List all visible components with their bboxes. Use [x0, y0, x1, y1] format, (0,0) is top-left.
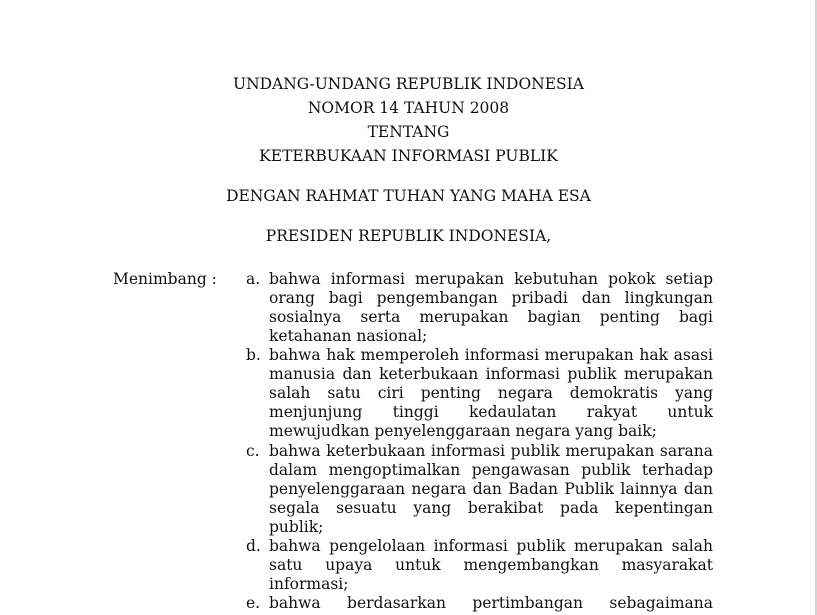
consideration-item	[246, 346, 713, 441]
item-text: bahwa keterbukaan informasi publik merupakan sarana dalam mengoptimalkan pengawasan publik terhadap penyelenggaraan negara dan Badan Publik lainnya dan segala sesuatu yang berakibat pada kepentingan publik;	[269, 442, 713, 537]
item-text: bahwa informasi merupakan kebutuhan pokok setiap orang bagi pengembangan pribadi dan lingkungan sosialnya serta merupakan bagian penting bagi ketahanan nasional;	[269, 270, 713, 346]
item-letter: b.	[246, 346, 261, 364]
law-title: UNDANG-UNDANG REPUBLIK INDONESIA	[233, 75, 584, 93]
item-letter: e.	[246, 594, 261, 612]
law-number: NOMOR 14 TAHUN 2008	[307, 99, 510, 117]
law-subject: KETERBUKAAN INFORMASI PUBLIK	[259, 147, 558, 165]
item-text: bahwa hak memperoleh informasi merupakan hak asasi manusia dan keterbukaan informasi publik merupakan salah satu ciri penting negara demokratis yang menjunjung tinggi kedaulatan rakyat untuk mewujudkan penyelenggaraan negara yang baik;	[269, 346, 713, 441]
invocation: DENGAN RAHMAT TUHAN YANG MAHA ESA	[226, 187, 591, 205]
consideration-item	[246, 442, 713, 537]
item-letter: c.	[246, 442, 260, 460]
item-text: bahwa pengelolaan informasi publik merupakan salah satu upaya untuk mengembangkan masyarakat informasi;	[269, 537, 713, 594]
consideration-item	[246, 594, 713, 613]
considerations-label: Menimbang :	[113, 270, 217, 288]
issuer: PRESIDEN REPUBLIK INDONESIA,	[265, 227, 552, 245]
item-letter: d.	[246, 537, 261, 555]
item-text: bahwa berdasarkan pertimbangan sebagaimana	[269, 594, 713, 612]
law-about: TENTANG	[367, 123, 450, 141]
consideration-item	[246, 270, 713, 346]
item-letter: a.	[246, 270, 261, 288]
consideration-item	[246, 537, 713, 594]
